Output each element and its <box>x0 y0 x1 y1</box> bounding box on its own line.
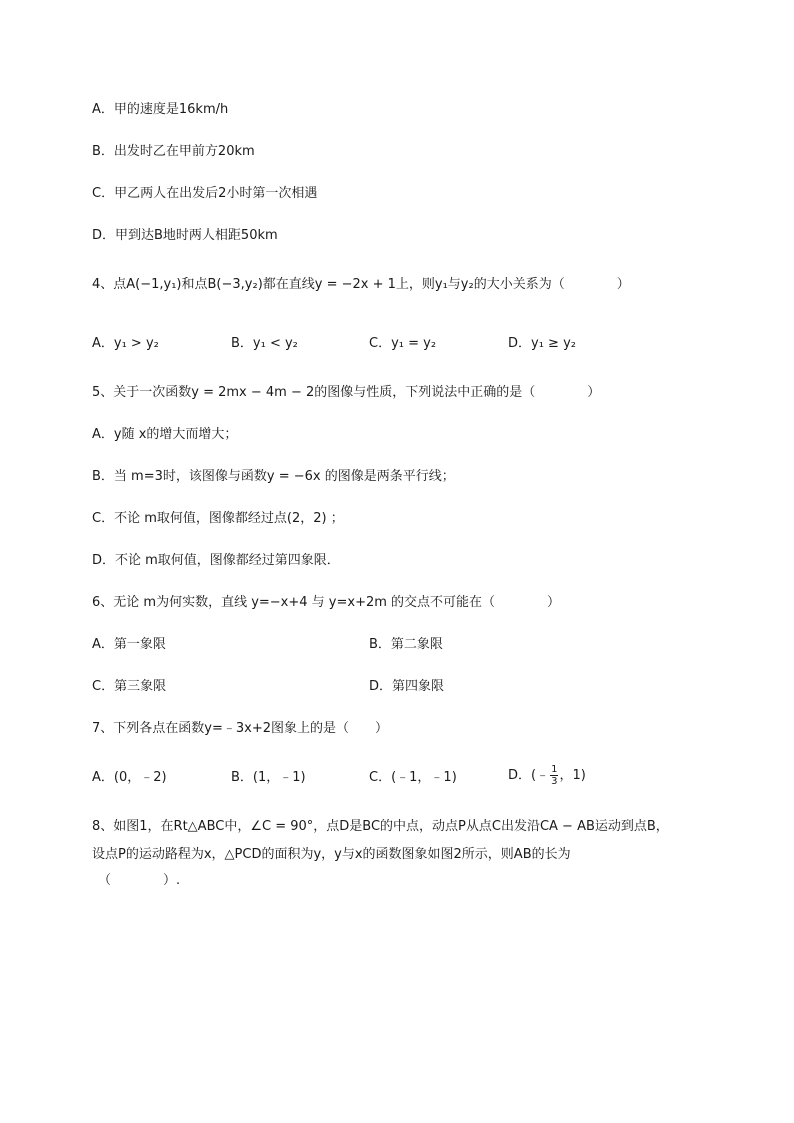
q5-option-d: D．不论 m取何值，图像都经过第四象限． <box>92 553 340 568</box>
q4-stem: 4、点A(−1,y₁)和点B(−3,y₂)都在直线y = −2x + 1上，则y₁与y₂的大小关系为（ ） <box>92 277 630 292</box>
fraction-numerator: 1 <box>551 764 558 775</box>
q4-option-a: A．y₁ > y₂ <box>92 336 159 351</box>
q5-option-b: B．当 m=3时，该图像与函数y = −6x 的图像是两条平行线； <box>92 469 455 484</box>
q7-option-d <box>508 764 586 787</box>
q7-stem: 7、下列各点在函数y=﹣3x+2图象上的是（ ） <box>92 721 388 736</box>
q8-line-1: 8、如图1，在Rt△ABC中，∠C = 90°，点D是BC的中点，动点P从点C出发沿CA − AB运动到点B， <box>92 819 669 834</box>
q4-option-c: C．y₁ = y₂ <box>369 336 437 351</box>
q6-option-d: D．第四象限 <box>369 679 445 694</box>
fraction-denominator: 3 <box>551 776 558 787</box>
q7-option-d-suffix: ，1) <box>559 768 586 783</box>
q5-option-a: A．y随 x的增大而增大； <box>92 427 238 442</box>
q6-option-b: B．第二象限 <box>369 637 443 652</box>
q6-option-c: C．第三象限 <box>92 679 167 694</box>
q3-option-d: D．甲到达B地时两人相距50km <box>92 228 278 243</box>
q3-option-a: A．甲的速度是16km/h <box>92 102 229 117</box>
q5-stem: 5、关于一次函数y = 2mx − 4m − 2的图像与性质，下列说法中正确的是（ ） <box>92 385 601 400</box>
q3-option-b: B．出发时乙在甲前方20km <box>92 144 255 159</box>
q4-option-b: B．y₁ < y₂ <box>231 336 298 351</box>
q4-option-d: D．y₁ ≥ y₂ <box>508 336 576 351</box>
q8-line-2: 设点P的运动路程为x，△PCD的面积为y，y与x的函数图象如图2所示，则AB的长为 <box>92 847 571 862</box>
q7-option-d-prefix: D．(﹣ <box>508 768 550 783</box>
q7-option-a: A．(0，﹣2) <box>92 770 167 785</box>
q7-option-c: C．(﹣1，﹣1) <box>369 770 457 785</box>
q6-option-a: A．第一象限 <box>92 637 166 652</box>
q8-line-3: （ ）. <box>98 873 181 888</box>
q6-stem: 6、无论 m为何实数，直线 y=−x+4 与 y=x+2m 的交点不可能在（ ） <box>92 595 561 610</box>
q7-option-b: B．(1，﹣1) <box>231 770 306 785</box>
q3-option-c: C．甲乙两人在出发后2小时第一次相遇 <box>92 186 318 201</box>
fraction <box>550 764 558 787</box>
q5-option-c: C．不论 m取何值，图像都经过点(2，2) ； <box>92 511 344 526</box>
